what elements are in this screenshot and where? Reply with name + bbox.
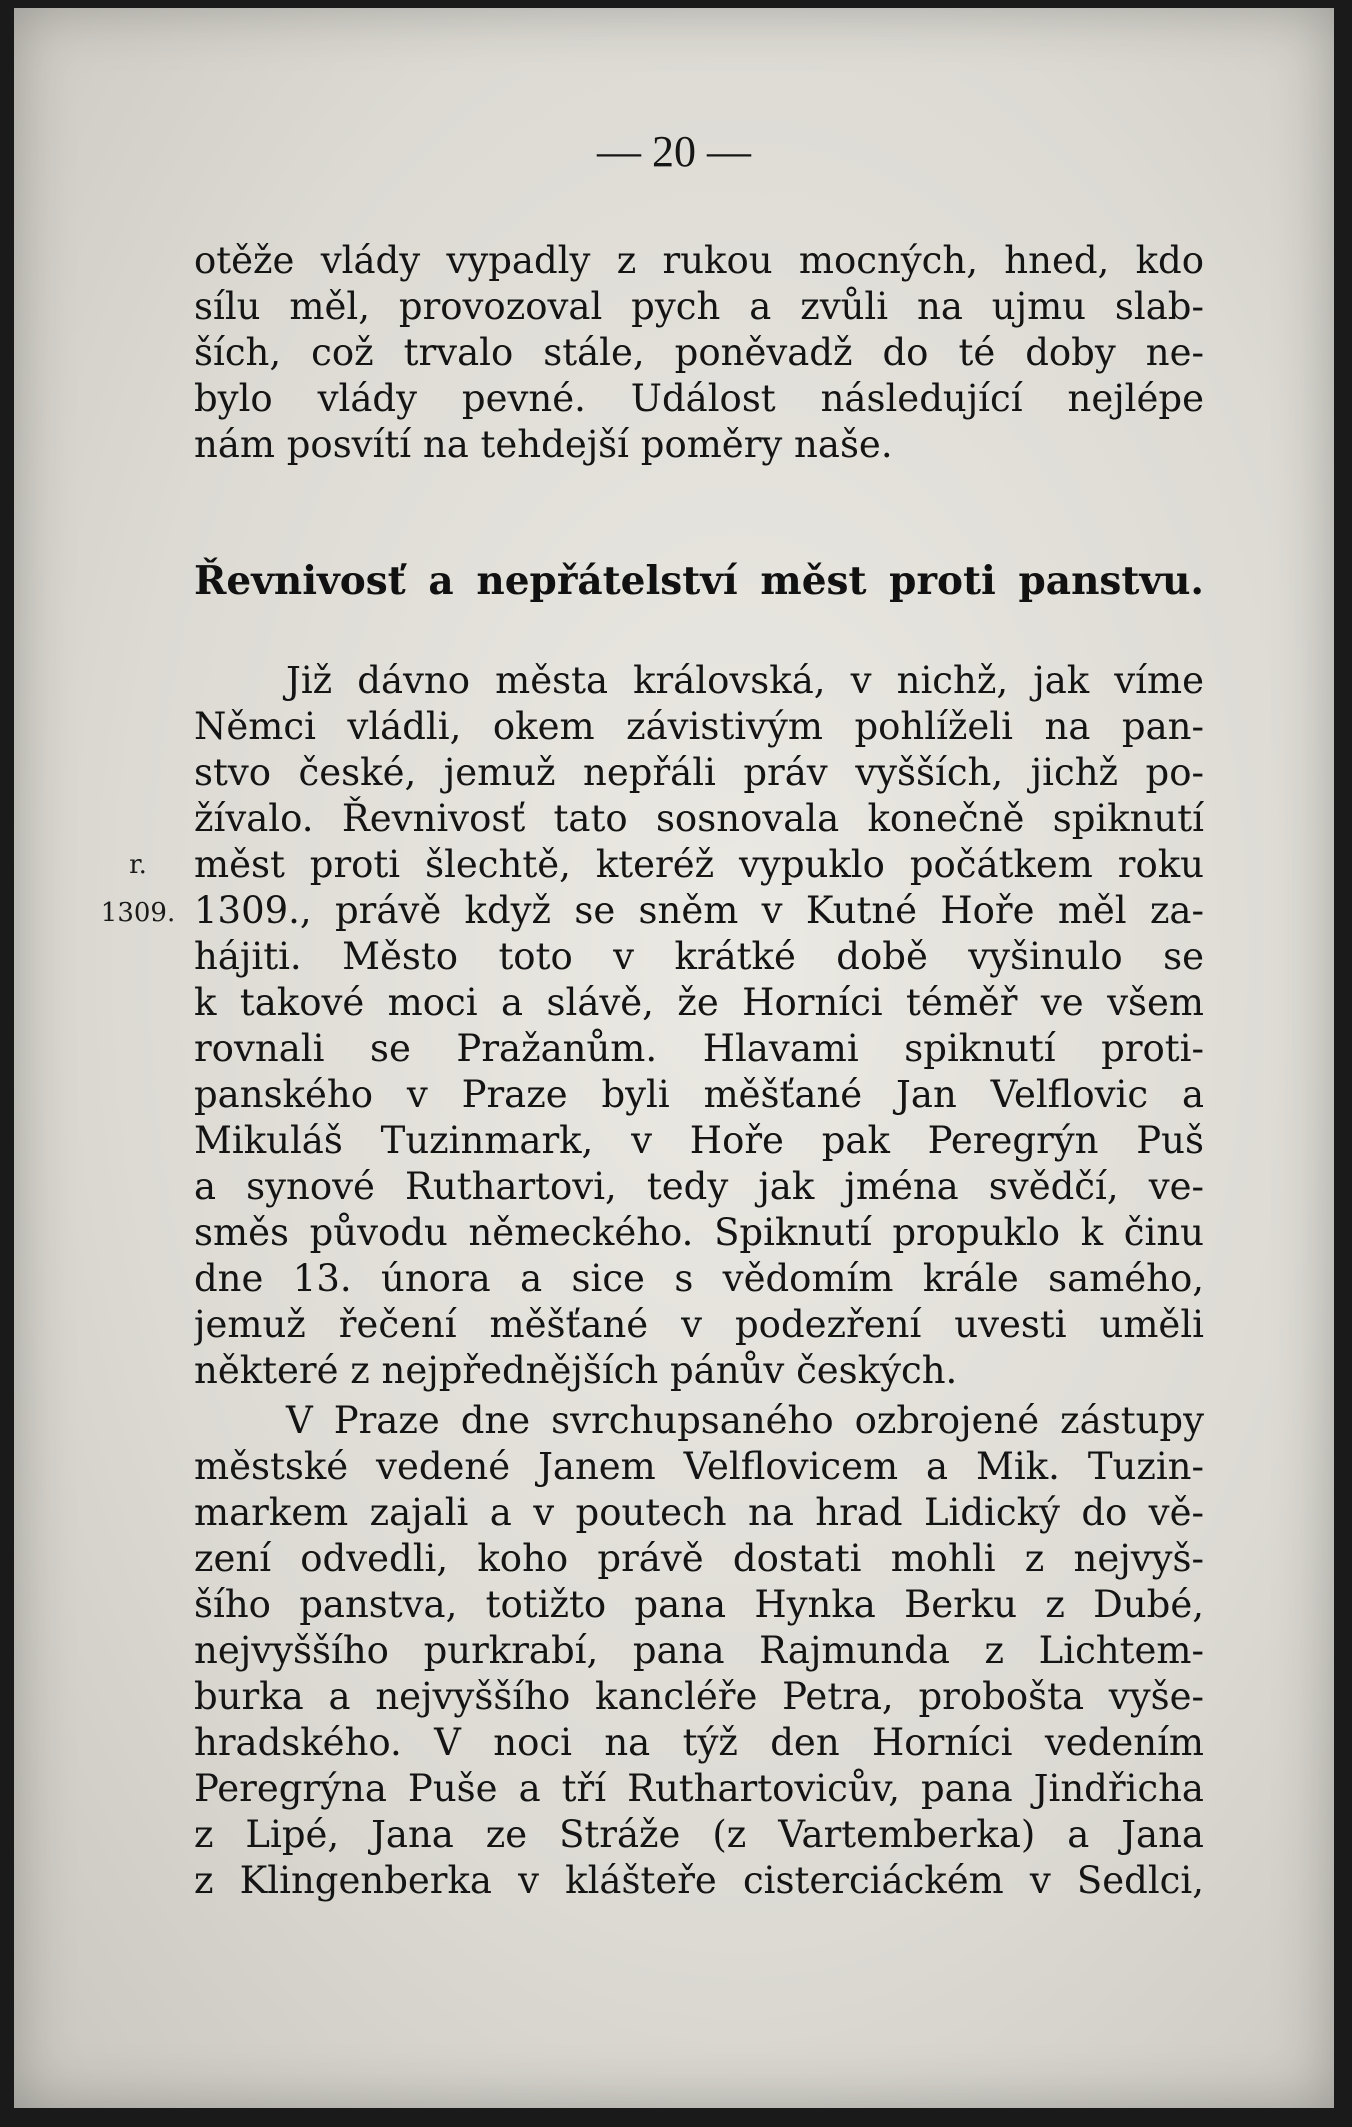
text-line: hradského. V noci na týž den Horníci vedením (194, 1721, 1204, 1764)
intro-paragraph (194, 238, 1204, 468)
text-line: otěže vlády vypadly z rukou mocných, hned, kdo (194, 239, 1204, 282)
text-line: městské vedené Janem Velflovicem a Mik. Tuzin- (194, 1445, 1204, 1488)
text-line: dne 13. února a sice s vědomím krále samého, (194, 1257, 1204, 1300)
page-number: — 20 — (597, 127, 751, 176)
text-line: Němci vládli, okem závistivým pohlíželi na pan- (194, 705, 1204, 748)
text-line: některé z nejpřednějších pánův českých. (194, 1349, 958, 1392)
text-line: Již dávno města královská, v nichž, jak víme (286, 659, 1204, 702)
text-line: 1309., právě když se sněm v Kutné Hoře měl za- (194, 889, 1204, 932)
text-line: markem zajali a v poutech na hrad Lidický do vě- (194, 1491, 1204, 1534)
text-line: měst proti šlechtě, kteréž vypuklo počátkem roku (194, 843, 1204, 886)
text-line: rovnali se Pražanům. Hlavami spiknutí proti- (194, 1027, 1204, 1070)
text-line: směs původu německého. Spiknutí propuklo k činu (194, 1211, 1204, 1254)
text-line: ších, což trvalo stále, poněvadž do té doby ne- (194, 331, 1204, 374)
section-heading: Řevnivosť a nepřátelství měst proti panstvu. (194, 558, 1204, 604)
text-line: nám posvítí na tehdejší poměry naše. (194, 423, 893, 466)
paragraph-2 (194, 1398, 1204, 1904)
text-line: bylo vlády pevné. Událost následující nejlépe (194, 377, 1204, 420)
margin-note-year: 1309. (100, 898, 176, 928)
margin-note-r: r. (129, 850, 147, 880)
text-line: z Lipé, Jana ze Stráže (z Vartemberka) a Jana (194, 1813, 1204, 1856)
book-page (14, 8, 1334, 2108)
text-line: k takové moci a slávě, že Horníci téměř ve všem (194, 981, 1204, 1024)
text-line: V Praze dne svrchupsaného ozbrojené zástupy (286, 1399, 1204, 1442)
text-line: hájiti. Město toto v krátké době vyšinulo se (194, 935, 1204, 978)
text-line: šího panstva, totižto pana Hynka Berku z Dubé, (194, 1583, 1204, 1626)
text-line: sílu měl, provozoval pych a zvůli na ujmu slab- (194, 285, 1204, 328)
text-line: panského v Praze byli měšťané Jan Velflovic a (194, 1073, 1204, 1116)
text-line: žívalo. Řevnivosť tato sosnovala konečně spiknutí (194, 797, 1204, 840)
text-line: nejvyššího purkrabí, pana Rajmunda z Lichtem- (194, 1629, 1204, 1672)
text-line: z Klingenberka v klášteře cisterciáckém v Sedlci, (194, 1859, 1204, 1902)
text-line: jemuž řečení měšťané v podezření uvesti uměli (194, 1303, 1204, 1346)
text-line: zení odvedli, koho právě dostati mohli z nejvyš- (194, 1537, 1204, 1580)
text-line: stvo české, jemuž nepřáli práv vyšších, jichž po- (194, 751, 1204, 794)
text-line: a synové Ruthartovi, tedy jak jména svědčí, ve- (194, 1165, 1204, 1208)
text-line: Peregrýna Puše a tří Ruthartovicův, pana Jindřicha (194, 1767, 1204, 1810)
paragraph-1 (194, 658, 1204, 1394)
text-line: burka a nejvyššího kancléře Petra, probošta vyše- (194, 1675, 1204, 1718)
text-line: Mikuláš Tuzinmark, v Hoře pak Peregrýn Puš (194, 1119, 1204, 1162)
